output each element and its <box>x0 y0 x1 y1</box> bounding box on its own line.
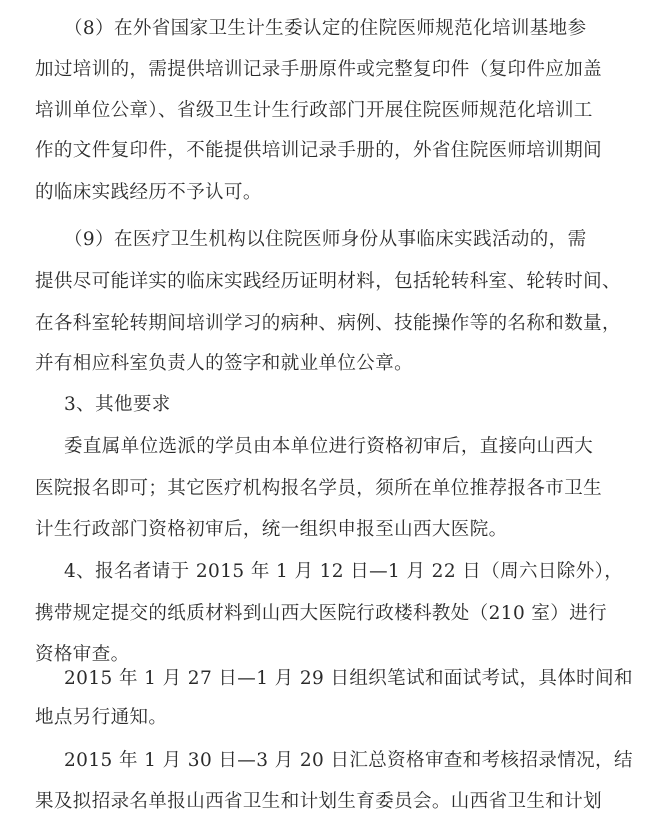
text-line: （8）在外省国家卫生计生委认定的住院医师规范化培训基地参 <box>64 18 587 39</box>
section-heading: 3、其他要求 <box>64 394 171 415</box>
text-line: 委直属单位选派的学员由本单位进行资格初审后，直接向山西大 <box>64 436 594 457</box>
text-line: 携带规定提交的纸质材料到山西大医院行政楼科教处（210 室）进行 <box>35 603 607 624</box>
text-line: 的临床实践经历不予认可。 <box>35 182 262 203</box>
text-line: 4、报名者请于 2015 年 1 月 12 日—1 月 22 日（周六日除外）， <box>64 561 624 582</box>
text-line: 培训单位公章）、省级卫生计生行政部门开展住院医师规范化培训工 <box>35 100 593 121</box>
text-line: 加过培训的，需提供培训记录手册原件或完整复印件（复印件应加盖 <box>35 59 603 80</box>
text-line: 果及拟招录名单报山西省卫生和计划生育委员会。山西省卫生和计划 <box>35 791 603 812</box>
text-line: 医院报名即可；其它医疗机构报名学员，须所在单位推荐报各市卫生 <box>35 478 603 499</box>
text-line: 2015 年 1 月 27 日—1 月 29 日组织笔试和面试考试，具体时间和 <box>64 668 633 689</box>
text-line: 提供尽可能详实的临床实践经历证明材料，包括轮转科室、轮转时间、 <box>35 271 621 292</box>
text-line: 在各科室轮转期间培训学习的病种、病例、技能操作等的名称和数量， <box>35 313 621 334</box>
text-line: 并有相应科室负责人的签字和就业单位公章。 <box>35 353 414 374</box>
text-line: 2015 年 1 月 30 日—3 月 20 日汇总资格审查和考核招录情况，结 <box>64 750 633 771</box>
text-line: 作的文件复印件，不能提供培训记录手册的，外省住院医师培训期间 <box>35 140 603 161</box>
text-line: 地点另行通知。 <box>35 707 168 728</box>
text-line: 计生行政部门资格初审后，统一组织申报至山西大医院。 <box>35 519 508 540</box>
text-line: （9）在医疗卫生机构以住院医师身份从事临床实践活动的，需 <box>64 229 587 250</box>
text-line: 资格审查。 <box>35 644 130 665</box>
